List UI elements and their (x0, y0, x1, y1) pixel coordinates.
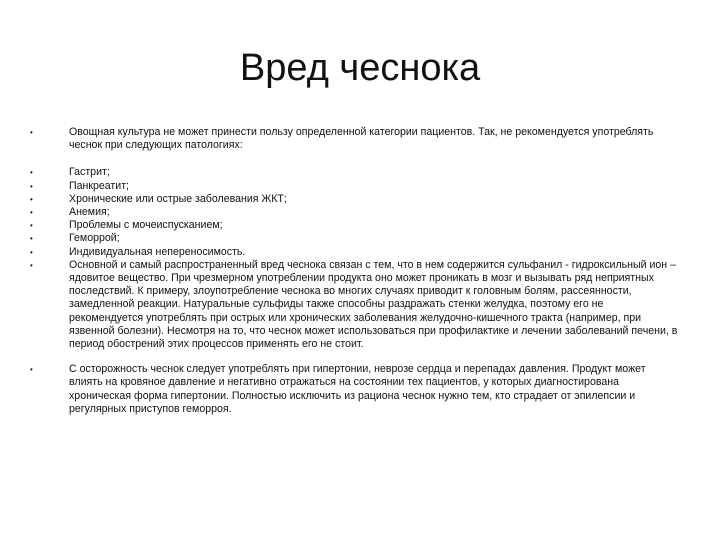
list-item (30, 219, 680, 232)
list-item-text: Хронические или острые заболевания ЖКТ; (69, 192, 287, 205)
list-item-text: Анемия; (69, 206, 110, 219)
list-item-text: Основной и самый распространенный вред чеснока связан с тем, что в нем содержится сульфанил - гидроксильный ион – ядовитое вещество. При чрезмерном употреблении продукта оно может проникать в мозг и вызывать ряд неприятных последствий. К примеру, злоупотребление чеснока во многих случаях приводит к головным болям, рассеянности, замедленной реакции. Натуральные сульфиды также способны раздражать стенки желудка, поэтому его не рекомендуется употреблять при острых или хронических заболевания желудочно-кишечного тракта (например, при язвенной болезни). Несмотря на то, что чеснок может использоваться при профилактике и лечении заболеваний печени, в период обострений этих процессов применять его не стоит. (69, 258, 678, 351)
bullet-icon: • (30, 194, 33, 204)
intro-text: Овощная культура не может принести пользу определенной категории пациентов. Так, не рекомендуется употреблять чеснок при следующих патологиях: (69, 126, 654, 152)
bullet-icon: • (30, 247, 33, 257)
list-item-text: Проблемы с мочеиспусканием; (69, 219, 223, 232)
slide-content (30, 126, 680, 416)
list-item (30, 259, 680, 351)
bullet-icon: • (30, 221, 33, 231)
bullet-icon: • (30, 365, 33, 375)
list-item (30, 232, 680, 245)
bullet-icon: • (30, 168, 33, 178)
list-item-text: Гастрит; (69, 166, 110, 179)
bullet-icon: • (30, 234, 33, 244)
list-item (30, 180, 680, 193)
list-item (30, 363, 680, 416)
list-item (30, 166, 680, 179)
list-item-text: С осторожность чеснок следует употреблять при гипертонии, неврозе сердца и перепадах давления. Продукт может влиять на кровяное давление и негативно отражаться на состоянии тех пациентов, у которых диагностирована хроническая форма гипертонии. Полностью исключить из рациона чеснок нужно тем, кто страдает от эпилепсии и регулярных приступов геморроя. (69, 363, 646, 415)
bullet-icon: • (30, 260, 33, 270)
slide-title: Вред чеснока (239, 47, 481, 89)
bullet-icon: • (30, 181, 33, 191)
list-item-text: Индивидуальная непереносимость. (69, 245, 246, 258)
bullet-icon: • (30, 208, 33, 218)
bullet-list (30, 126, 680, 416)
list-item (30, 193, 680, 206)
bullet-icon: • (30, 128, 33, 137)
list-item-text: Панкреатит; (69, 179, 129, 192)
list-item (30, 126, 680, 152)
list-item (30, 206, 680, 219)
list-item (30, 246, 680, 259)
list-item-text: Геморрой; (69, 232, 120, 245)
